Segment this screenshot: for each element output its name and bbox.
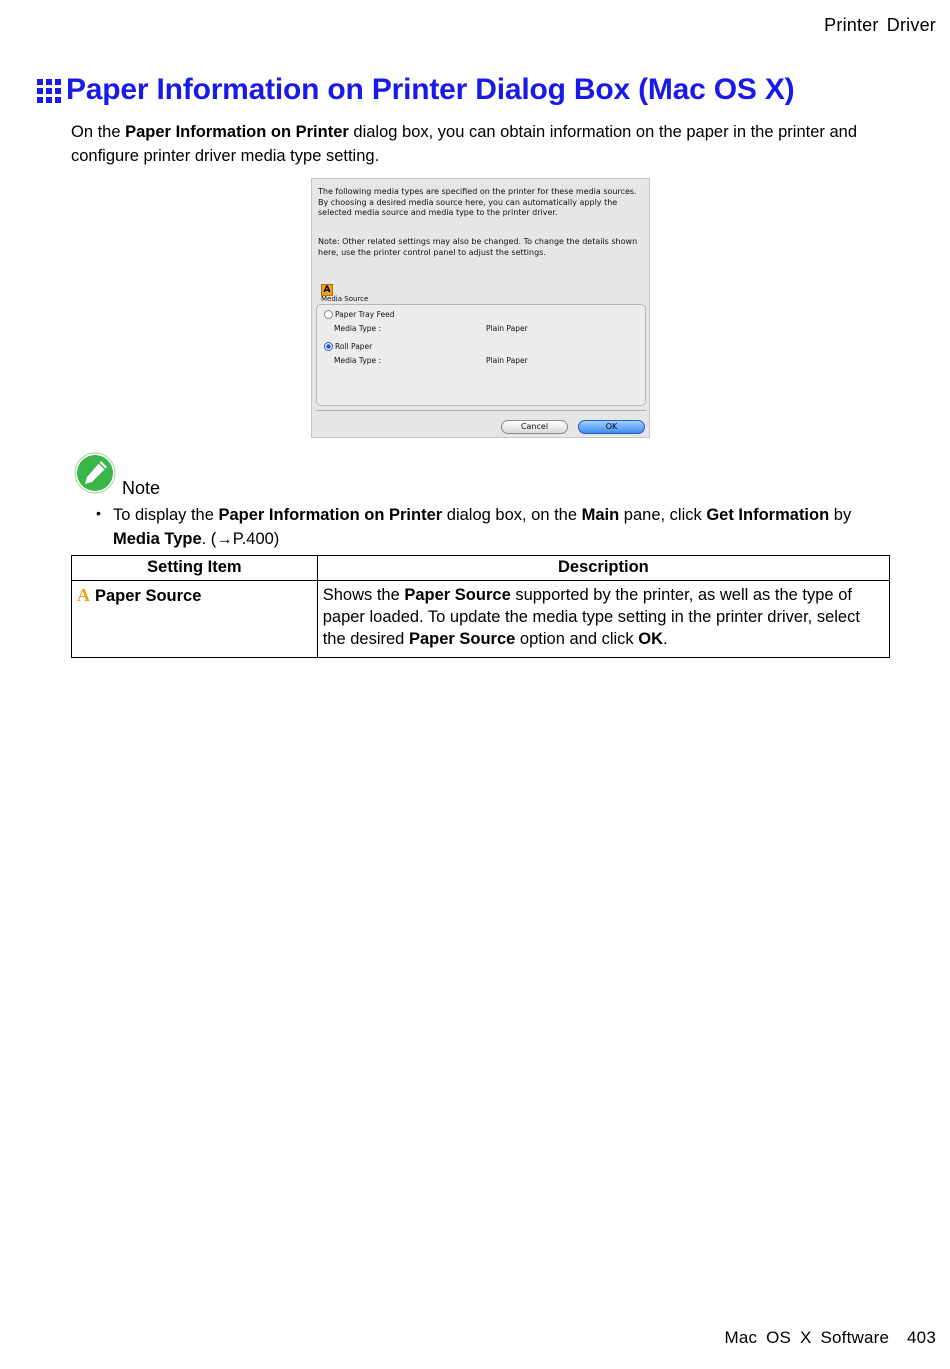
ok-button[interactable]: OK <box>578 420 645 434</box>
media-type-value: Plain Paper <box>486 356 528 365</box>
option-label-roll-paper: Roll Paper <box>335 342 373 351</box>
media-source-icon: A <box>77 585 90 605</box>
description-cell: Shows the Paper Source supported by the printer, as well as the type of paper loaded. To update the media type setting in the printer driver, select the desired Paper Source option and click OK. <box>317 581 889 658</box>
dialog-instructions: The following media types are specified on the printer for these media sources. By choosing a desired media source here, you can automatically apply the selected media source and media type to the printer driver. <box>318 187 637 217</box>
settings-table <box>71 555 890 658</box>
setting-item-name: Paper Source <box>95 587 202 605</box>
media-type-value: Plain Paper <box>486 324 528 333</box>
media-type-label: Media Type : <box>334 356 382 365</box>
page-footer <box>724 1328 936 1348</box>
page-title: Paper Information on Printer Dialog Box (Mac OS X) <box>66 73 795 106</box>
intro-paragraph: On the Paper Information on Printer dialog box, you can obtain information on the paper in the printer and configure printer driver media type setting. <box>71 123 858 165</box>
media-source-icon: A <box>321 284 333 296</box>
media-source-group <box>316 304 646 406</box>
dialog-separator <box>316 410 646 411</box>
media-type-label: Media Type : <box>334 324 382 333</box>
media-source-label: Media Source <box>321 295 369 303</box>
header-description: Description <box>317 556 889 581</box>
page-number: 403 <box>907 1328 936 1347</box>
table-row <box>72 581 890 658</box>
setting-item-cell <box>72 581 318 658</box>
header-setting-item: Setting Item <box>72 556 318 581</box>
table-header-row <box>72 556 890 581</box>
note-text: To display the Paper Information on Printer dialog box, on the Main pane, click Get Information by Media Type. (→P.400) <box>113 506 852 548</box>
dialog-note: Note: Other related settings may also be changed. To change the details shown here, use the printer control panel to adjust the settings. <box>318 237 638 257</box>
option-label-paper-tray-feed: Paper Tray Feed <box>335 310 395 319</box>
bullet: • <box>96 505 101 521</box>
note-label: Note <box>122 478 161 498</box>
note-pencil-icon <box>74 452 116 494</box>
footer-section: Mac OS X Software <box>724 1328 890 1347</box>
cancel-button[interactable]: Cancel <box>501 420 568 434</box>
section-grid-icon <box>37 79 61 103</box>
radio-roll-paper[interactable] <box>324 342 333 351</box>
dialog-screenshot <box>311 178 650 438</box>
running-head: Printer Driver <box>824 15 936 35</box>
radio-paper-tray-feed[interactable] <box>324 310 333 319</box>
section-title <box>37 70 794 110</box>
